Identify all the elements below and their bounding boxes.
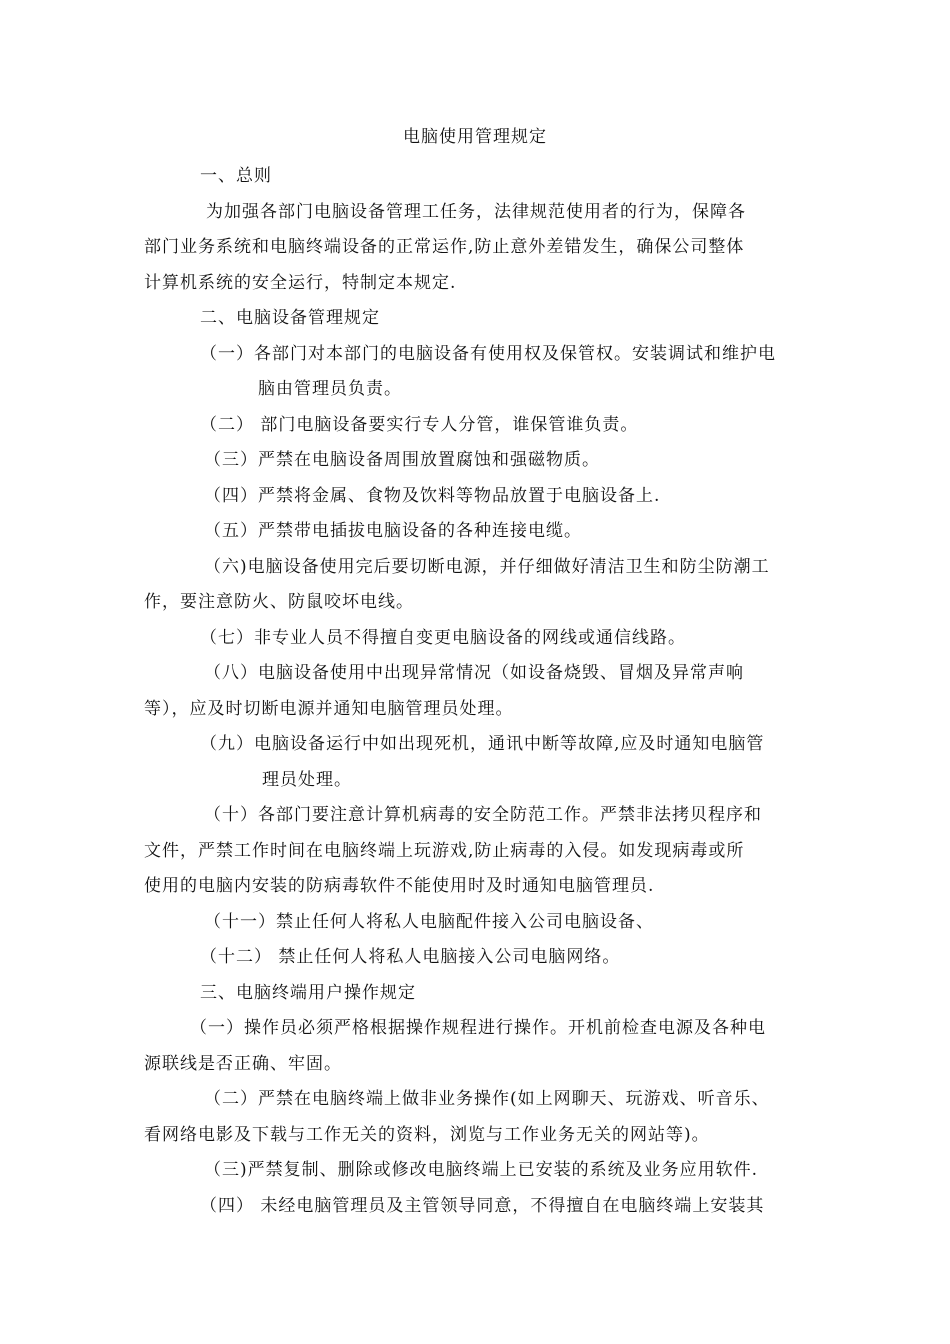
terminal-item-1: （一）操作员必须严格根据操作规程进行操作。开机前检查电源及各种电 bbox=[190, 1018, 766, 1038]
paragraph-line: 计算机系统的安全运行，特制定本规定. bbox=[144, 272, 457, 293]
document-body bbox=[144, 159, 812, 1224]
list-item-3: （三）严禁在电脑设备周围放置腐蚀和强磁物质。 bbox=[204, 450, 600, 470]
section-heading-terminal: 三、电脑终端用户操作规定 bbox=[200, 982, 416, 1003]
terminal-item-2-continued: 看网络电影及下载与工作无关的资料，浏览与工作业务无关的网站等)。 bbox=[144, 1124, 710, 1145]
terminal-item-1-continued: 源联线是否正确、牢固。 bbox=[144, 1053, 342, 1074]
list-item-10-continued: 使用的电脑内安装的防病毒软件不能使用时及时通知电脑管理员. bbox=[144, 876, 655, 896]
document-title: 电脑使用管理规定 bbox=[403, 127, 547, 147]
list-item-10: （十）各部门要注意计算机病毒的安全防范工作。严禁非法拷贝程序和 bbox=[204, 805, 762, 825]
paragraph-line: 为加强各部门电脑设备管理工任务，法律规范使用者的行为，保障各 bbox=[206, 201, 746, 222]
terminal-item-2: （二）严禁在电脑终端上做非业务操作(如上网聊天、玩游戏、听音乐、 bbox=[204, 1089, 770, 1109]
list-item-11: （十一）禁止任何人将私人电脑配件接入公司电脑设备、 bbox=[204, 911, 654, 932]
list-item-8: （八）电脑设备使用中出现异常情况（如设备烧毁、冒烟及异常声响 bbox=[204, 663, 744, 683]
list-item-1: （一）各部门对本部门的电脑设备有使用权及保管权。安装调试和维护电 bbox=[200, 343, 776, 364]
list-item-4: （四）严禁将金属、食物及饮料等物品放置于电脑设备上. bbox=[204, 485, 661, 506]
terminal-item-4: （四） 未经电脑管理员及主管领导同意，不得擅自在电脑终端上安装其 bbox=[200, 1195, 765, 1216]
section-heading-equipment: 二、电脑设备管理规定 bbox=[200, 308, 380, 328]
section-heading-general: 一、总则 bbox=[200, 166, 272, 186]
list-item-10-continued: 文件，严禁工作时间在电脑终端上玩游戏,防止病毒的入侵。如发现病毒或所 bbox=[144, 840, 745, 861]
list-item-2: （二） 部门电脑设备要实行专人分管，谁保管谁负责。 bbox=[200, 414, 639, 435]
list-item-8-continued: 等），应及时切断电源并通知电脑管理员处理。 bbox=[144, 698, 514, 719]
list-item-6: （六)电脑设备使用完后要切断电源，并仔细做好清洁卫生和防尘防潮工 bbox=[204, 556, 770, 577]
list-item-7: （七）非专业人员不得擅自变更电脑设备的网线或通信线路。 bbox=[200, 627, 686, 648]
list-item-6-continued: 作，要注意防火、防鼠咬坏电线。 bbox=[144, 592, 414, 612]
list-item-1-continued: 脑由管理员负责。 bbox=[258, 379, 402, 399]
terminal-item-3: （三)严禁复制、删除或修改电脑终端上已安装的系统及业务应用软件. bbox=[204, 1160, 759, 1180]
list-item-12: （十二） 禁止任何人将私人电脑接入公司电脑网络。 bbox=[200, 947, 621, 967]
list-item-5: （五）严禁带电插拔电脑设备的各种连接电缆。 bbox=[204, 521, 582, 541]
paragraph-line: 部门业务系统和电脑终端设备的正常运作,防止意外差错发生，确保公司整体 bbox=[144, 237, 745, 257]
list-item-9: （九）电脑设备运行中如出现死机，通讯中断等故障,应及时通知电脑管 bbox=[200, 734, 765, 754]
list-item-9-continued: 理员处理。 bbox=[262, 769, 352, 790]
